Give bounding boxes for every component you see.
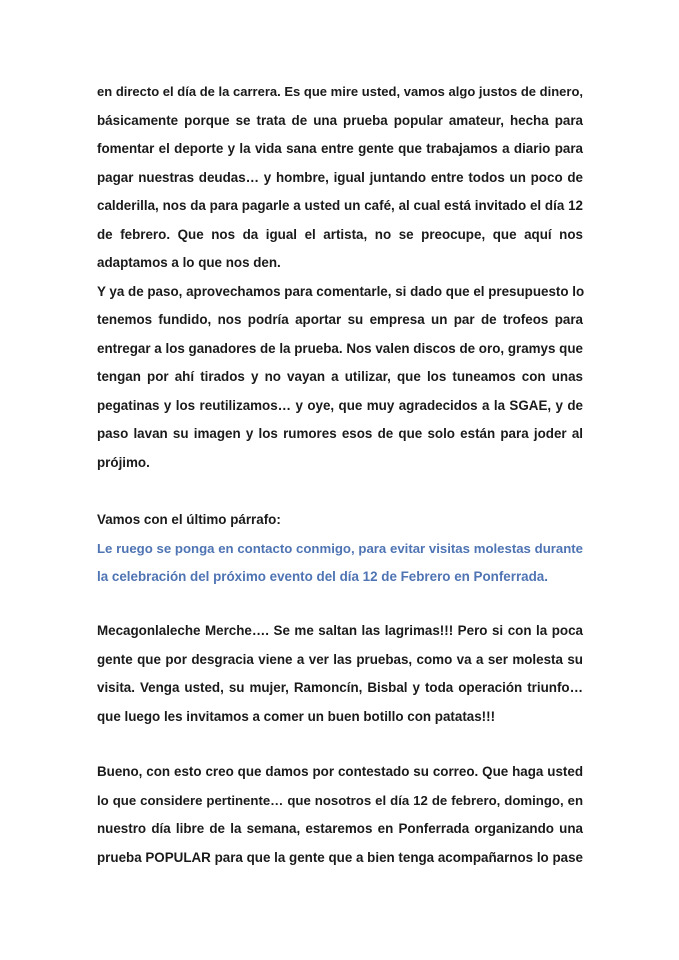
text-line: fomentar el deporte y la vida sana entre gente que trabajamos a diario para — [97, 141, 583, 156]
text-line: lo que considere pertinente… que nosotros el día 12 de febrero, domingo, en — [97, 792, 583, 808]
text-line: que luego les invitamos a comer un buen botillo con patatas!!! — [97, 708, 496, 724]
text-line: tenemos fundido, nos podría aportar su empresa un par de trofeos para — [97, 312, 583, 327]
text-line: gente que por desgracia viene a ver las pruebas, como va a ser molesta su — [97, 651, 583, 667]
paragraph-body-3 — [97, 617, 583, 731]
quoted-text-line: la celebración del próximo evento del día 12 de Febrero en Ponferrada. — [97, 569, 548, 584]
text-line: visita. Venga usted, su mujer, Ramoncín, Bisbal y toda operación triunfo… — [97, 680, 583, 695]
text-line: paso lavan su imagen y los rumores esos de que solo están para joder al — [97, 426, 583, 441]
text-line: en directo el día de la carrera. Es que mire usted, vamos algo justos de dinero, — [97, 84, 583, 99]
text-line: Bueno, con esto creo que damos por contestado su correo. Que haga usted — [97, 764, 583, 779]
text-line: Y ya de paso, aprovechamos para comentarle, si dado que el presupuesto lo — [97, 283, 585, 299]
paragraph-body-4 — [97, 758, 583, 872]
text-line: adaptamos a lo que nos den. — [97, 255, 281, 270]
text-line: de febrero. Que nos da igual el artista, no se preocupe, que aquí nos — [97, 226, 583, 242]
text-line: pegatinas y los reutilizamos… y oye, que muy agradecidos a la SGAE, y de — [97, 397, 583, 413]
text-line: nuestro día libre de la semana, estaremos en Ponferrada organizando una — [97, 821, 583, 836]
quoted-text-line: Le ruego se ponga en contacto conmigo, para evitar visitas molestas durante — [97, 540, 583, 556]
text-line: Mecagonlaleche Merche…. Se me saltan las lagrimas!!! Pero si con la poca — [97, 623, 583, 638]
text-line: básicamente porque se trata de una prueba popular amateur, hecha para — [97, 112, 583, 128]
paragraph-quote-section — [97, 506, 583, 592]
section-heading: Vamos con el último párrafo: — [97, 512, 281, 527]
text-line: prueba POPULAR para que la gente que a bien tenga acompañarnos lo pase — [97, 849, 583, 865]
text-line: tengan por ahí tirados y no vayan a utilizar, que los tuneamos con unas — [97, 369, 583, 384]
text-line: calderilla, nos da para pagarle a usted un café, al cual está invitado el día 12 — [97, 198, 583, 213]
paragraph-body-1 — [97, 78, 583, 477]
text-line: prójimo. — [97, 454, 150, 470]
text-line: pagar nuestras deudas… y hombre, igual juntando entre todos un poco de — [97, 169, 583, 185]
text-line: entregar a los ganadores de la prueba. Nos valen discos de oro, gramys que — [97, 340, 583, 356]
